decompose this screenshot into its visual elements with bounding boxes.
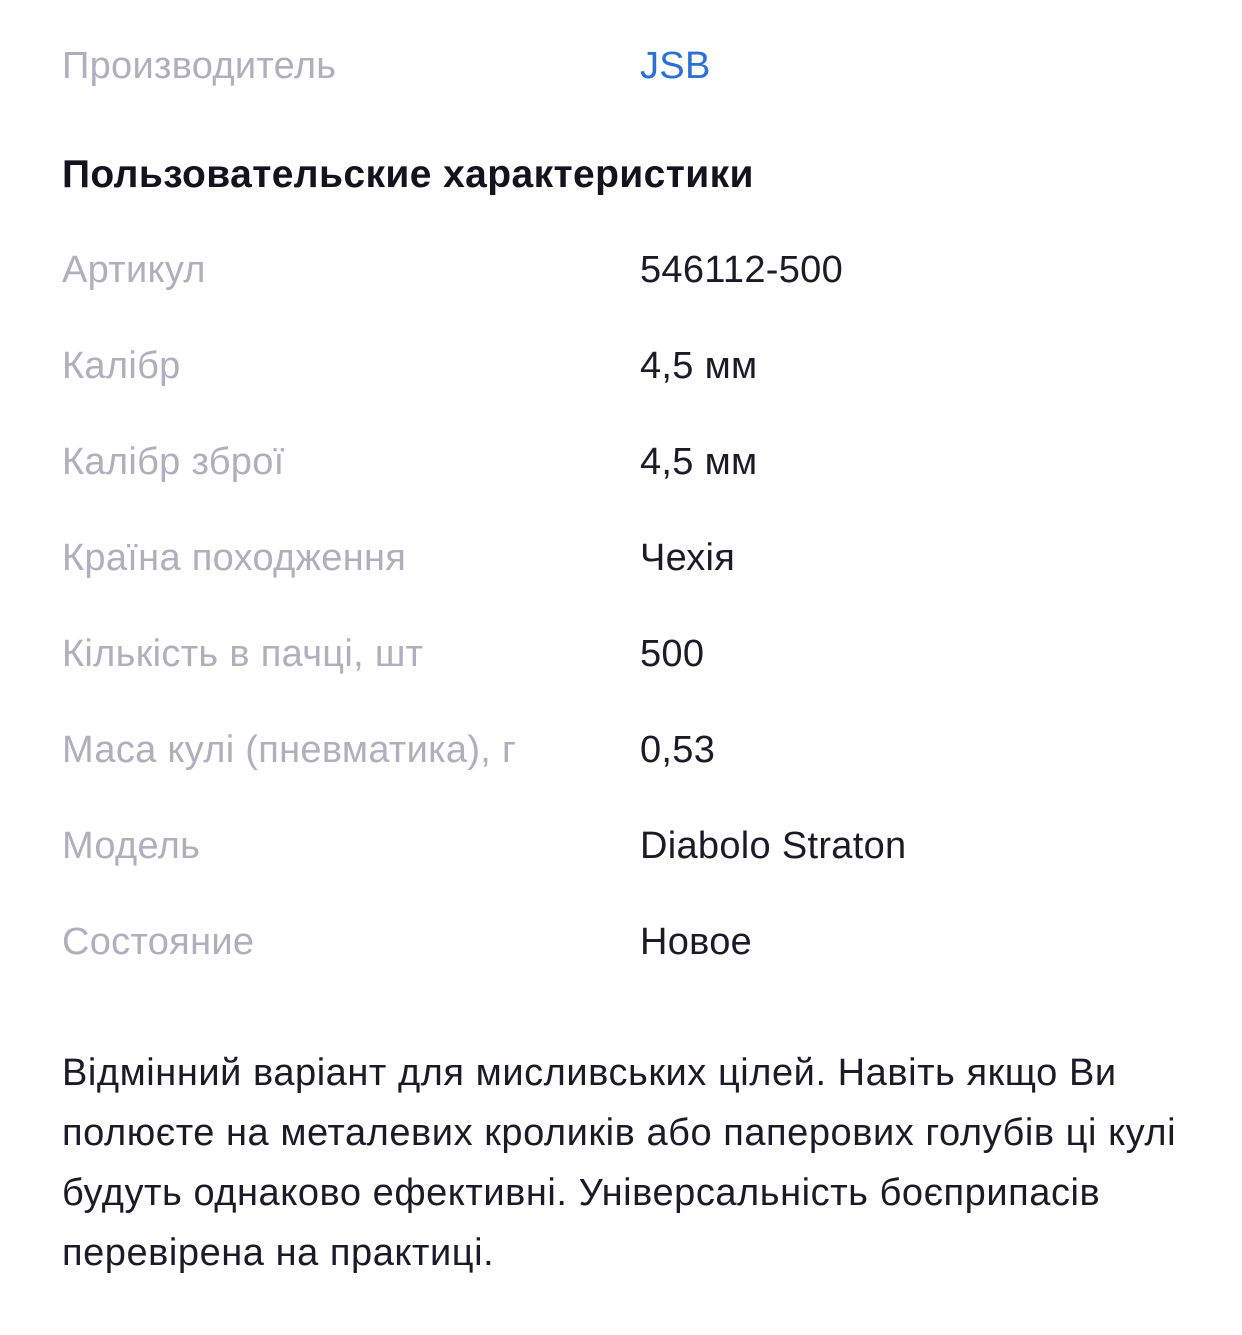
spec-label: Модель [62,825,201,867]
spec-label: Калібр [62,345,181,387]
spec-label: Країна походження [62,537,407,579]
spec-row-model [62,816,1202,876]
spec-row-caliber [62,336,1202,396]
product-description: Відмінний варіант для мисливських цілей. Навіть якщо Ви полюєте на металевих кроликів або паперових голубів ці кулі будуть однаково ефективні. Універсальність боєприпасів перевірена на практиці. [62,1052,1177,1274]
manufacturer-row [62,36,1202,96]
spec-value: 0,53 [640,729,716,771]
spec-label: Состояние [62,921,255,963]
manufacturer-label: Производитель [62,45,337,87]
spec-row-quantity [62,624,1202,684]
spec-value: Diabolo Straton [640,825,907,867]
manufacturer-link[interactable]: JSB [640,45,711,87]
spec-value: 500 [640,633,705,675]
spec-row-pellet-weight [62,720,1202,780]
spec-row-country [62,528,1202,588]
spec-value: 4,5 мм [640,345,758,387]
spec-label: Калібр зброї [62,441,285,483]
spec-row-weapon-caliber [62,432,1202,492]
spec-value: 546112-500 [640,249,844,291]
section-title: Пользовательские характеристики [62,153,754,196]
spec-row-article [62,240,1202,300]
spec-value: 4,5 мм [640,441,758,483]
spec-value: Новое [640,921,753,963]
spec-label: Артикул [62,249,206,291]
spec-value: Чехія [640,537,736,579]
spec-label: Маса кулі (пневматика), г [62,729,517,771]
spec-label: Кількість в пачці, шт [62,633,424,675]
spec-row-condition [62,912,1202,972]
